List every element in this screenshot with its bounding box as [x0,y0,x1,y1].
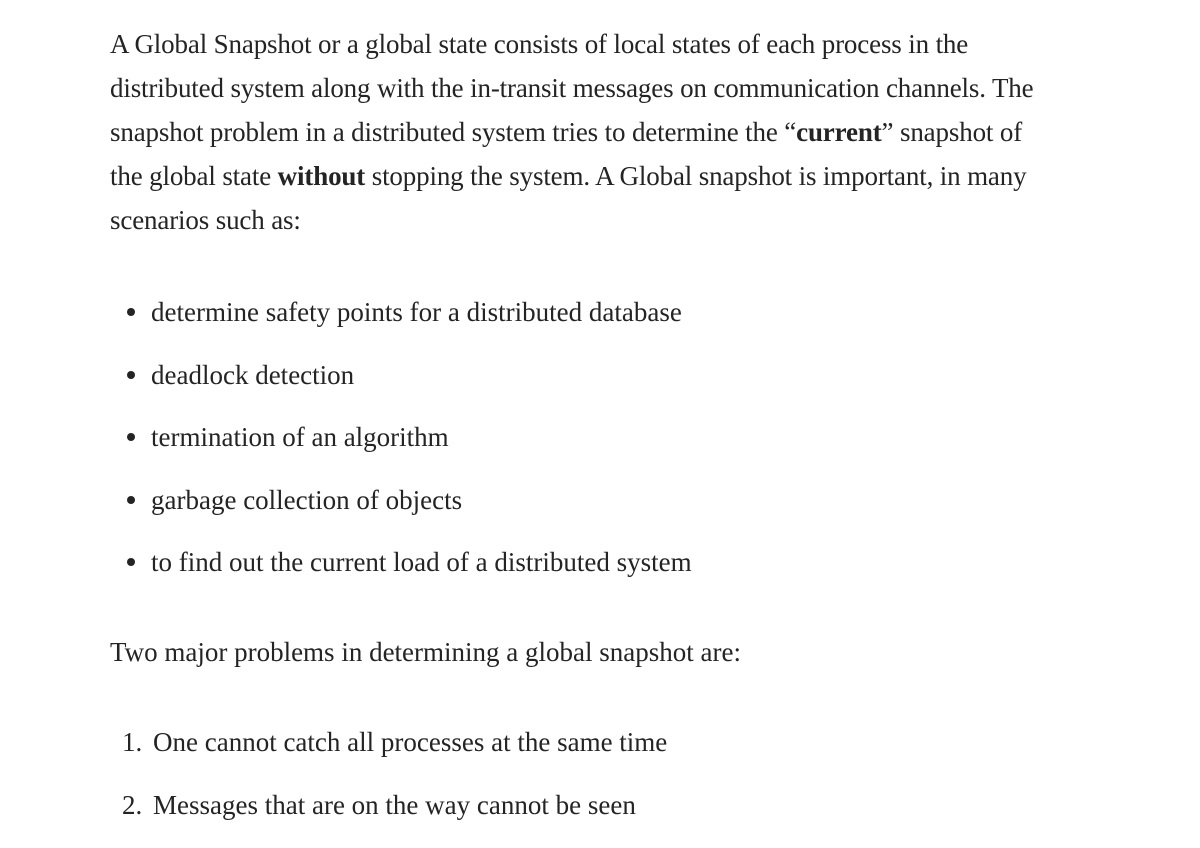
emphasis-current: current [796,117,882,147]
intro-paragraph [110,22,1050,242]
list-item-text: deadlock detection [151,359,355,390]
problems-intro-paragraph: Two major problems in determining a global snapshot are: [110,637,741,667]
list-item [110,540,692,603]
item-number: 2. [122,789,143,820]
bullet-dot-icon [127,308,135,316]
list-item [110,290,692,353]
item-number: 1. [122,727,143,757]
list-item [110,415,692,478]
scenario-list [110,290,692,603]
emphasis-without: without [277,161,366,191]
numbered-item-text: One cannot catch all processes at the same time [153,727,668,757]
list-item-text: garbage collection of objects [151,484,463,515]
intro-text-part-3: stopping the system. A Global snapshot is important, in many scenarios such as: [110,161,1027,235]
list-item-text: determine safety points for a distributed database [151,297,682,327]
intro-text-part-1: A Global Snapshot or a global state consists of local states of each process in the distributed system along with the in-transit messages on communication channels. The snapshot problem in a distributed system tries to determine the “ [110,29,1034,147]
intro-text-part-2: ” snapshot of the global state [110,117,1023,191]
list-item-text: termination of an algorithm [151,422,449,452]
list-item [110,353,692,416]
bullet-dot-icon [127,371,135,379]
bullet-dot-icon [127,433,135,441]
article-body [110,22,1070,820]
bullet-dot-icon [127,558,135,566]
list-item [110,478,692,541]
list-item-text: to find out the current load of a distributed system [151,547,692,577]
numbered-item-text: Messages that are on the way cannot be seen [153,789,636,820]
bullet-dot-icon [127,496,135,504]
